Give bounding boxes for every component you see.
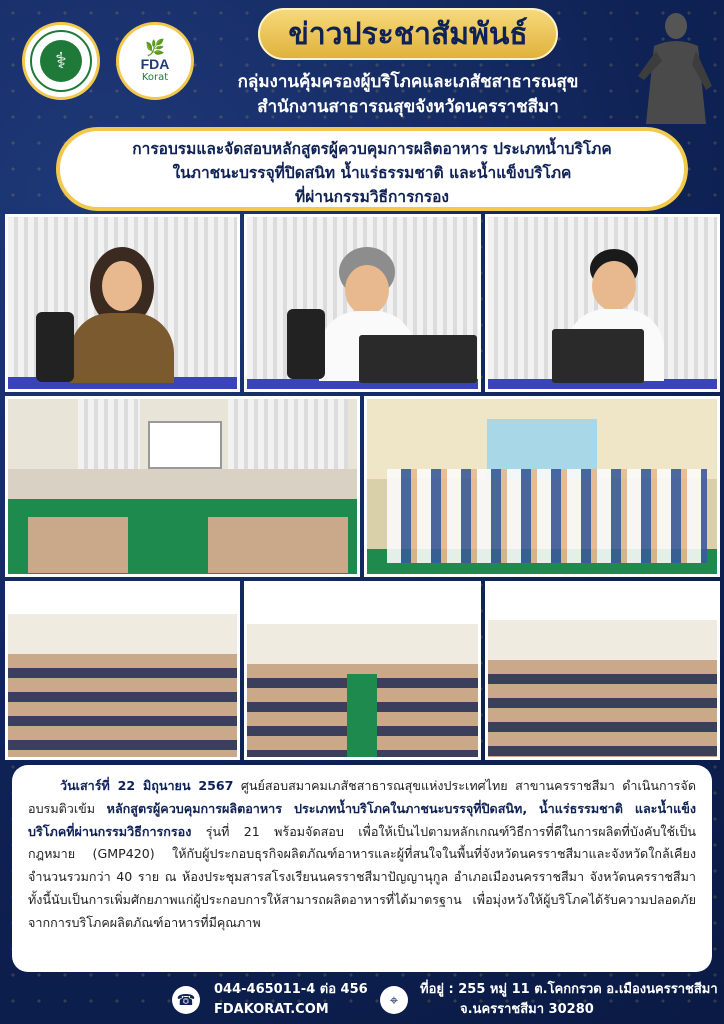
leaf-icon: 🌿	[145, 37, 165, 57]
caduceus-icon: ⚕	[40, 40, 82, 82]
classroom-photo-2	[244, 581, 481, 760]
phone-icon: ☎	[172, 986, 200, 1014]
phone-number: 044-465011-4 ต่อ 456	[214, 982, 368, 997]
meeting-room-photo	[5, 396, 360, 577]
speaker-photo-1	[5, 214, 240, 392]
news-paragraph	[28, 775, 696, 935]
news-body	[12, 765, 712, 972]
topic-line-2: ในภาชนะบรรจุที่ปิดสนิท น้ำแร่ธรรมชาติ และน้ำแข็งบริโภค	[172, 164, 572, 182]
classroom-photo-3	[485, 581, 720, 760]
speaker-photo-3	[485, 214, 720, 392]
news-date: วันเสาร์ที่ 22 มิถุนายน 2567	[60, 778, 234, 793]
classroom-photo-1	[5, 581, 240, 760]
fda-logo-text: FDA	[140, 55, 170, 72]
header	[0, 0, 724, 125]
news-text-1: ศูนย์สอบสมาคมเภสัชสาธารณสุขแห่งประเทศไทย สาขานครราชสีมา ดำเนินการจัดอบรมติวเข้ม	[28, 778, 696, 816]
topic-line-1: การอบรมและจัดสอบหลักสูตรผู้ควบคุมการผลิตอาหาร ประเภทน้ำบริโภค	[132, 140, 612, 158]
news-text-2: รุ่นที่ 21 พร้อมจัดสอบ เพื่อให้เป็นไปตามหลักเกณฑ์วิธีการที่ดีในการผลิตที่บังคับใช้เป็นกฎหมาย (GMP420) ให้กับผู้ประกอบธุรกิจผลิตภัณฑ์อาหารและผู้ที่สนใจในพื้นที่จังหวัดนครราชสีมาและจังหวัดใกล้เคียงจำนวนรวมกว่า 40 ราย ณ ห้องประชุมสารสโรงเรียนนครราชสีมาปัญญานุกูล อำเภอเมืองนครราชสีมา จังหวัดนครราชสีมา ทั้งนี้นับเป็นการเพิ่มศักยภาพแก่ผู้ประกอบการให้สามารถผลิตอาหารที่ได้มาตรฐาน เพื่อมุ่งหวังให้ผู้บริโภคได้รับความปลอดภัยจากการบริโภคผลิตภัณฑ์อาหารที่มีคุณภาพ	[28, 823, 696, 930]
topic-line-3: ที่ผ่านกรรมวิธีการกรอง	[294, 188, 450, 206]
org-line-2: สำนักงานสาธารณสุขจังหวัดนครราชสีมา	[257, 97, 559, 117]
fda-logo-sub: Korat	[141, 71, 169, 83]
group-photo	[364, 396, 720, 577]
address-line-1: ที่อยู่ : 255 หมู่ 11 ต.โคกกรวด อ.เมืองนครราชสีมา	[420, 982, 718, 997]
moph-logo	[22, 22, 100, 100]
statue-image	[626, 6, 718, 124]
footer	[0, 978, 724, 1024]
page-title: ข่าวประชาสัมพันธ์	[258, 8, 558, 60]
org-line-1: กลุ่มงานคุ้มครองผู้บริโภคและเภสัชสาธารณสุข	[237, 72, 579, 92]
course-name: หลักสูตรผู้ควบคุมการผลิตอาหาร ประเภทน้ำบริโภคในภาชนะบรรจุที่ปิดสนิท, น้ำแร่ธรรมชาติ และน้ำแข็งบริโภคที่ผ่านกรรมวิธีการกรอง	[28, 800, 697, 839]
topic-banner	[56, 127, 688, 211]
speaker-photo-2	[244, 214, 481, 392]
address-line-2: จ.นครราชสีมา 30280	[460, 1002, 594, 1017]
fda-korat-logo	[116, 22, 194, 100]
location-pin-icon: ⌖	[380, 986, 408, 1014]
website-link[interactable]: FDAKORAT.COM	[214, 1002, 329, 1017]
